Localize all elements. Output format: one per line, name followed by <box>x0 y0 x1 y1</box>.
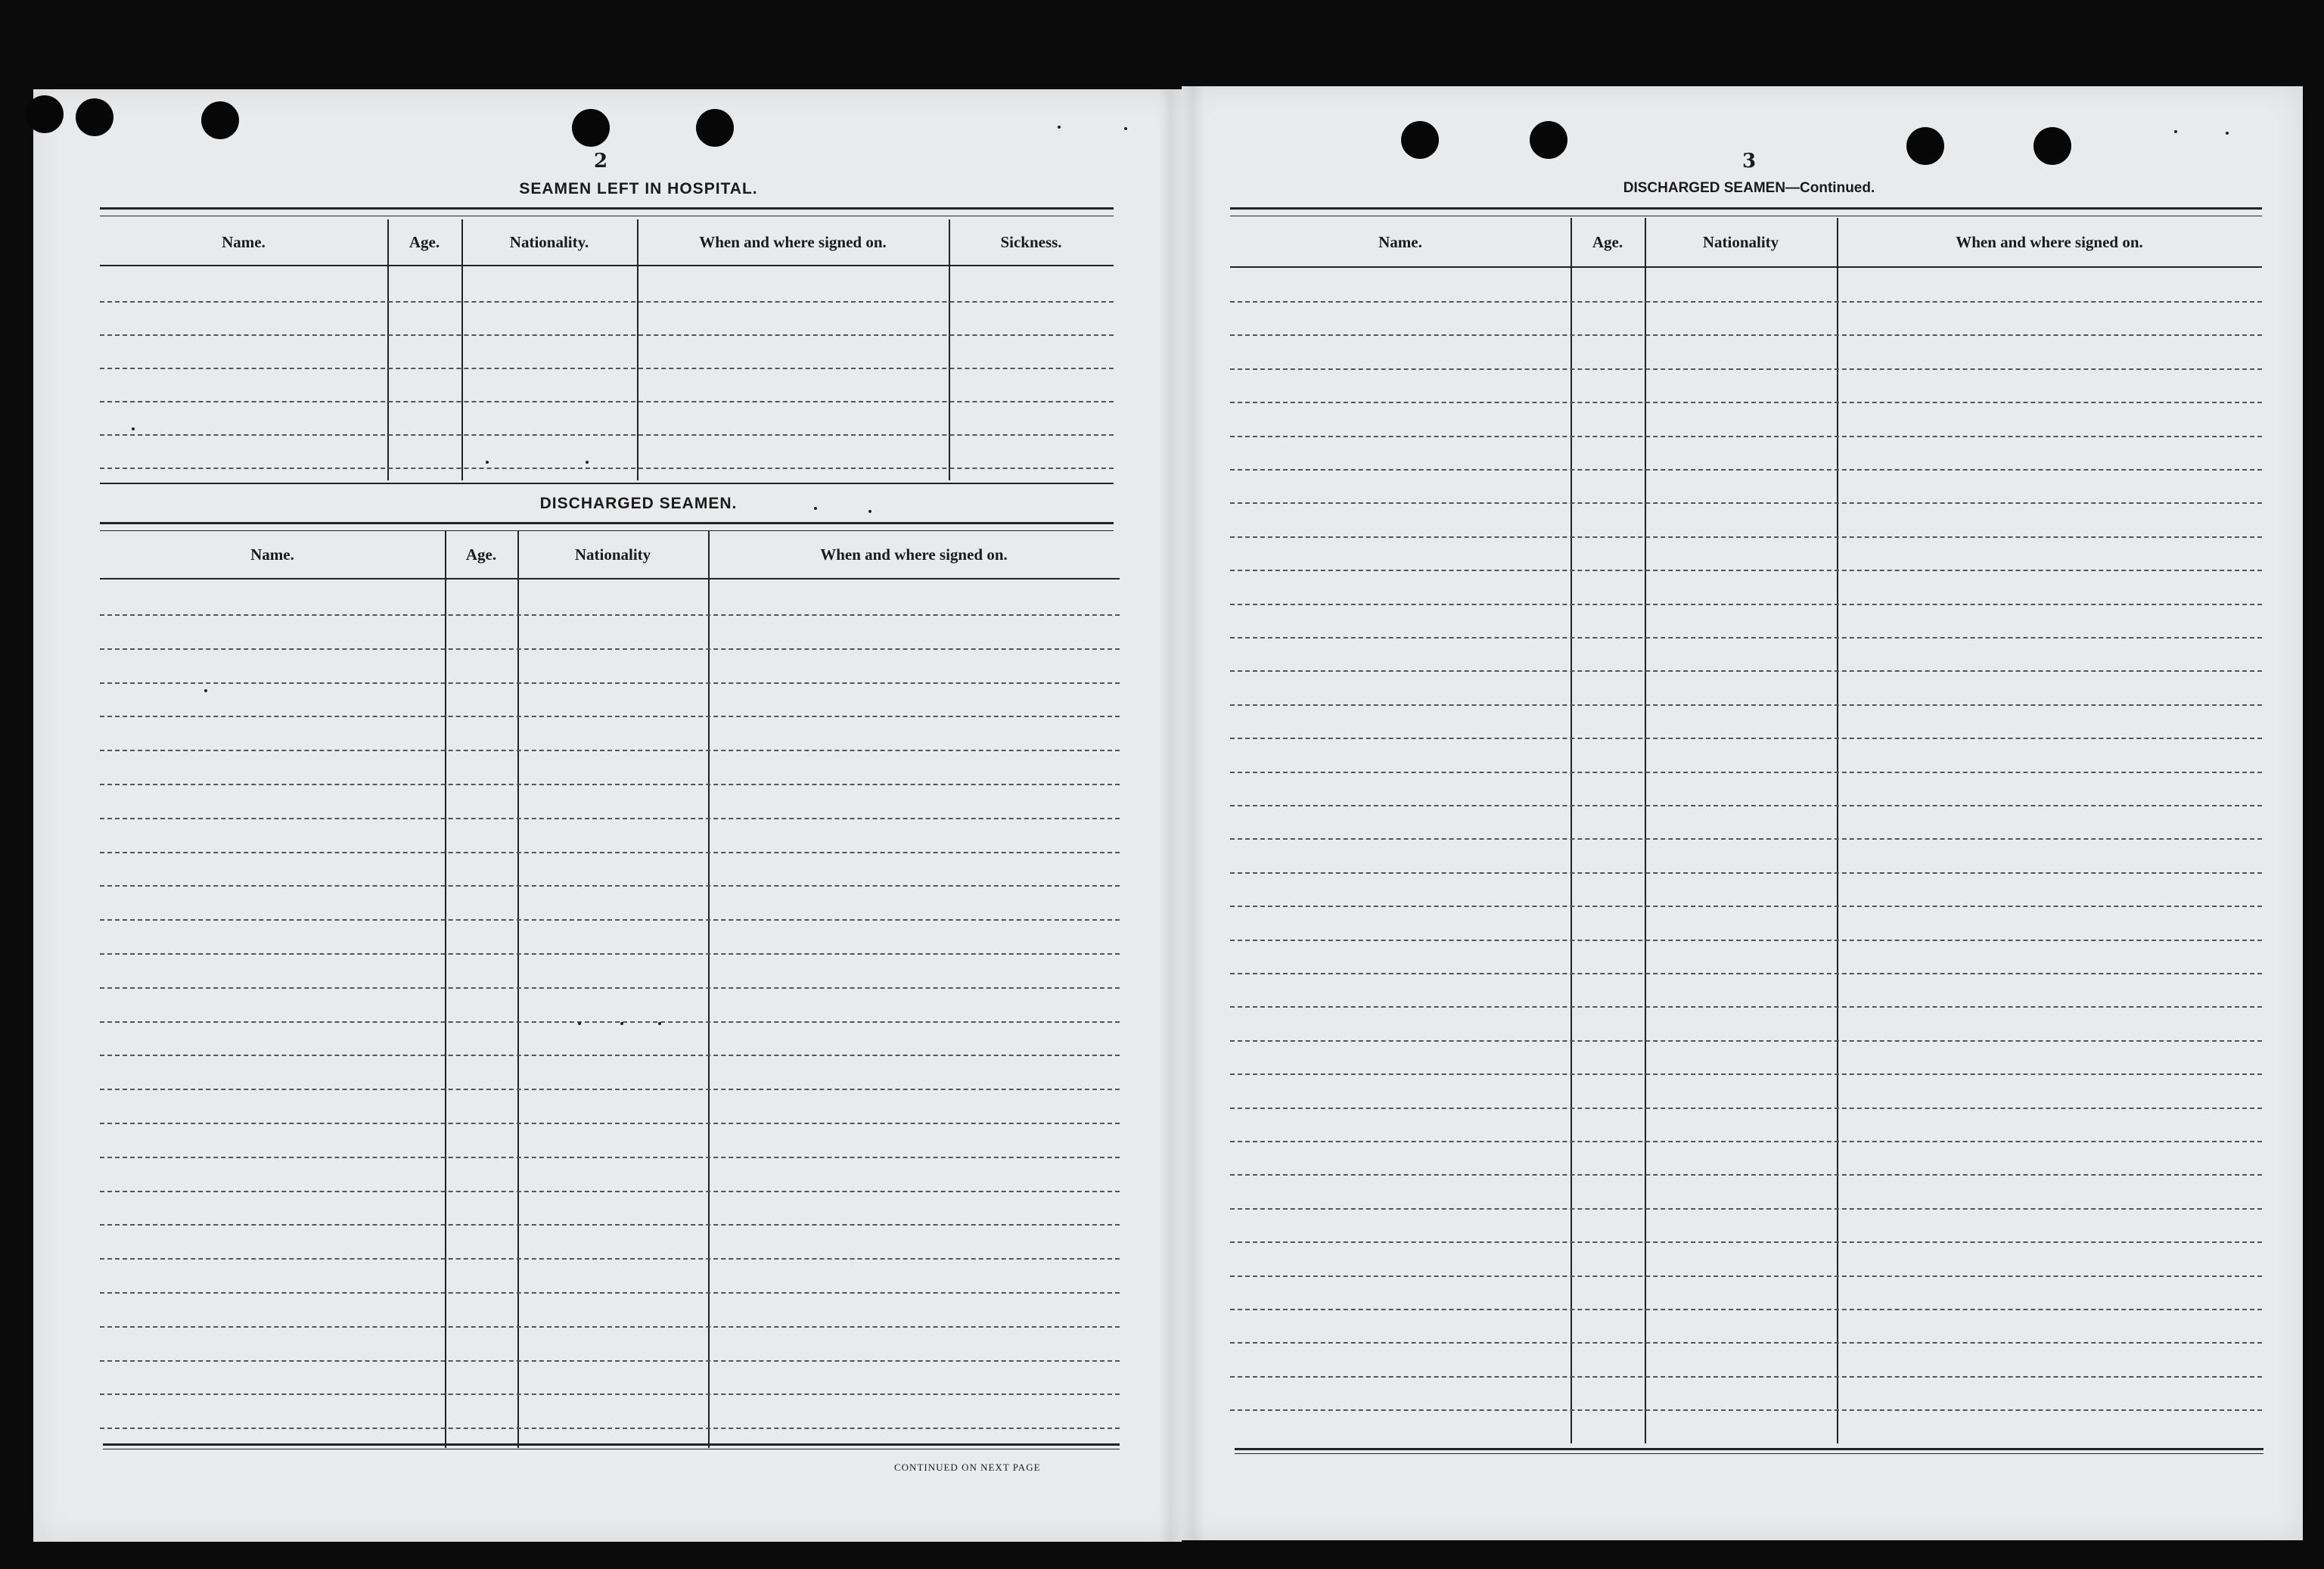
col-header-nationality: Nationality <box>574 545 651 564</box>
hospital-table-header <box>100 219 1114 266</box>
hospital-top-rule <box>100 207 1114 216</box>
discharged-table-header <box>100 531 1120 579</box>
entry-line <box>1230 738 2262 739</box>
entry-line <box>1230 1141 2262 1142</box>
punch-hole <box>696 109 734 147</box>
punch-hole <box>1530 121 1567 159</box>
right-form-page <box>1182 86 2303 1540</box>
entry-line <box>100 1360 1120 1362</box>
col-header-age: Age. <box>1592 232 1623 251</box>
col-header-name: Name. <box>222 232 266 251</box>
entry-line <box>1230 1241 2262 1243</box>
entry-line <box>1230 1309 2262 1310</box>
entry-line <box>100 784 1120 785</box>
entry-line <box>100 885 1120 887</box>
col-header-sickness: Sickness. <box>1000 232 1062 251</box>
entry-line <box>1230 973 2262 974</box>
col-header-age: Age. <box>409 232 440 251</box>
entry-line <box>1230 368 2262 370</box>
entry-line <box>100 1021 1120 1023</box>
entry-line <box>1230 536 2262 538</box>
entry-line <box>100 1191 1120 1192</box>
col-header-signed-on: When and where signed on. <box>1956 232 2143 251</box>
entry-line <box>100 716 1120 717</box>
entry-line <box>100 401 1114 402</box>
entry-line <box>100 1089 1120 1090</box>
entry-line <box>100 818 1120 819</box>
punch-hole <box>26 95 64 133</box>
punch-hole <box>2034 127 2071 165</box>
entry-line <box>100 750 1120 751</box>
entry-line <box>100 648 1120 650</box>
entry-line <box>1230 402 2262 403</box>
entry-line <box>1230 570 2262 571</box>
entry-line <box>100 1123 1120 1124</box>
col-header-signed-on: When and where signed on. <box>820 545 1008 564</box>
entry-line <box>100 1157 1120 1158</box>
entry-line <box>100 1055 1120 1056</box>
entry-line <box>100 1428 1120 1429</box>
entry-line <box>1230 637 2262 638</box>
continued-top-rule <box>1230 207 2262 216</box>
entry-line <box>100 1326 1120 1328</box>
col-header-name: Name. <box>1378 232 1422 251</box>
punch-hole <box>572 109 610 147</box>
hospital-section-title: SEAMEN LEFT IN HOSPITAL. <box>519 180 758 197</box>
continued-bottom-rule <box>1235 1448 2263 1454</box>
hospital-table <box>100 219 1114 484</box>
page-number: 2 <box>593 150 608 172</box>
page-number: 3 <box>1741 150 1757 172</box>
punch-hole <box>201 101 239 139</box>
entry-line <box>1230 805 2262 806</box>
entry-line <box>100 852 1120 853</box>
discharged-table <box>100 531 1120 1454</box>
discharged-section-title: DISCHARGED SEAMEN. <box>539 495 738 512</box>
entry-line <box>1230 502 2262 504</box>
entry-line <box>1230 772 2262 773</box>
col-header-signed-on: When and where signed on. <box>699 232 887 251</box>
entry-line <box>1230 469 2262 471</box>
entry-line <box>1230 1208 2262 1210</box>
punch-hole <box>1906 127 1944 165</box>
entry-line <box>1230 872 2262 874</box>
entry-line <box>100 368 1114 369</box>
entry-line <box>100 301 1114 303</box>
discharged-continued-table <box>1230 218 2262 1443</box>
entry-line <box>1230 1006 2262 1008</box>
entry-line <box>100 1292 1120 1294</box>
punch-hole <box>1401 121 1439 159</box>
discharged-bottom-rule <box>103 1443 1120 1449</box>
entry-line <box>1230 906 2262 907</box>
entry-line <box>1230 1108 2262 1109</box>
entry-line <box>1230 301 2262 303</box>
entry-line <box>1230 1409 2262 1411</box>
entry-line <box>1230 1174 2262 1176</box>
entry-line <box>1230 838 2262 840</box>
hospital-bottom-rule <box>100 483 1114 484</box>
continued-table-header <box>1230 218 2262 268</box>
entry-line <box>100 614 1120 616</box>
punch-hole <box>76 98 113 136</box>
entry-line <box>100 434 1114 436</box>
col-header-age: Age. <box>465 545 497 564</box>
left-form-page <box>33 89 1182 1542</box>
entry-line <box>100 1258 1120 1260</box>
entry-line <box>100 953 1120 955</box>
entry-line <box>1230 1275 2262 1277</box>
entry-line <box>1230 1342 2262 1344</box>
entry-line <box>1230 1376 2262 1378</box>
entry-line <box>100 468 1114 469</box>
entry-line <box>1230 604 2262 605</box>
entry-line <box>1230 436 2262 437</box>
entry-line <box>1230 1073 2262 1075</box>
col-header-name: Name. <box>250 545 294 564</box>
entry-line <box>100 1224 1120 1226</box>
entry-line <box>100 987 1120 989</box>
entry-line <box>1230 334 2262 336</box>
entry-line <box>1230 940 2262 941</box>
entry-line <box>100 334 1114 336</box>
entry-line <box>100 919 1120 921</box>
col-header-nationality: Nationality <box>1702 232 1779 251</box>
entry-line <box>1230 704 2262 706</box>
entry-line <box>1230 670 2262 672</box>
discharged-continued-title: DISCHARGED SEAMEN—Continued. <box>1623 180 1875 196</box>
col-header-nationality: Nationality. <box>509 232 589 251</box>
entry-line <box>100 1393 1120 1395</box>
discharged-top-rule <box>100 522 1114 531</box>
continued-note: CONTINUED ON NEXT PAGE <box>894 1462 1041 1473</box>
entry-line <box>1230 1040 2262 1042</box>
entry-line <box>100 682 1120 684</box>
